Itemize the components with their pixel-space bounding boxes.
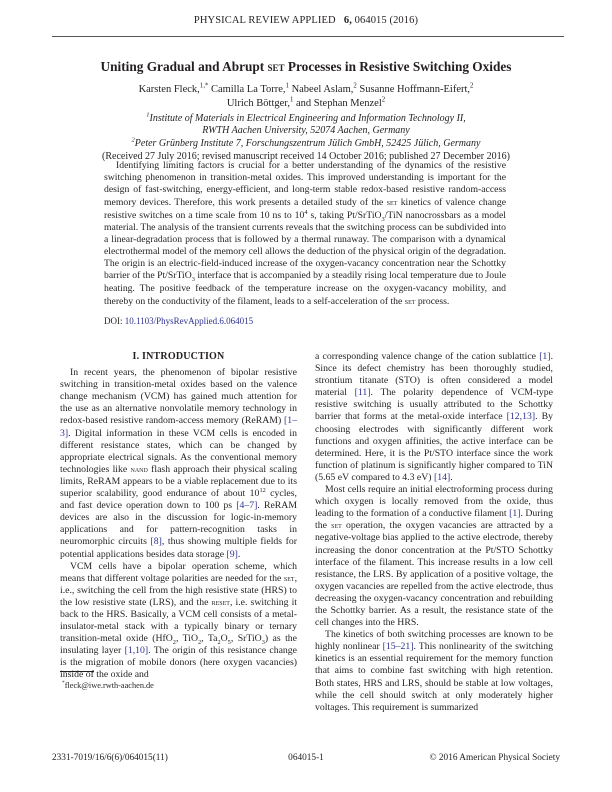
header-rule [52, 36, 564, 37]
text: , thus showing multiple fields for potential applications besides data storage [60, 536, 298, 560]
paragraph-continued [315, 351, 553, 484]
text: flash approach their physical scaling limits, ReRAM appears to be a viable replacement due to its superior scalability, good endurance of about 10 [60, 463, 297, 500]
paragraph [315, 629, 553, 714]
abstract-text: Identifying limiting factors is crucial for a better understanding of the dynamics of the resistive switching phenomenon in transition-metal oxides. This improved understanding is important for the design of fast-switching, energy-efficient, and long-term stable redox-based resistive random-access memory devices. Therefore, this work presents a detailed study of the [104, 160, 506, 209]
paragraph [315, 484, 553, 629]
doi-line [104, 316, 253, 326]
citation-link[interactable]: [9] [226, 548, 238, 560]
text: Most cells require an initial electroforming process during which oxygen is locally removed from the oxide, thus leading to the formation of a conductive filament [315, 484, 553, 520]
subscript: 3 [191, 276, 195, 284]
text: a corresponding valence change of the cation sublattice [315, 351, 540, 362]
affiliation-1 [0, 113, 612, 125]
author: Karsten Fleck, [138, 84, 200, 95]
affil-sup: 2 [131, 136, 135, 144]
section-heading: I. INTRODUCTION [132, 351, 225, 362]
smallcaps: set [386, 197, 398, 208]
author-sup: 1,* [199, 82, 209, 90]
author-sup: 2 [353, 82, 357, 90]
footer-issn: 2331-7019/16/6(6)/064015(11) [52, 753, 168, 763]
citation-link[interactable]: [4–7] [236, 500, 258, 512]
doi-label: DOI: [104, 316, 123, 326]
author: Susanne Hoffmann-Eifert, [359, 84, 471, 95]
affiliations [0, 113, 612, 150]
author-sup: 1 [289, 96, 294, 104]
text: ) as the insulating layer [60, 633, 297, 657]
citation-link[interactable]: [1,10] [124, 645, 149, 657]
doi-link[interactable]: 10.1103/PhysRevApplied.6.064015 [124, 316, 254, 326]
subscript: 2 [217, 639, 221, 647]
text: The kinetics of both switching processes are known to be highly nonlinear [315, 629, 553, 653]
text: VCM cells have a bipolar operation scheme, which means that different voltage polarities are needed for the [60, 560, 297, 584]
text: . During the [315, 508, 553, 532]
affil-line: Peter Grünberg Institute 7, Forschungszentrum Jülich GmbH, 52425 Jülich, Germany [134, 137, 481, 149]
exponent: 4 [304, 208, 308, 216]
citation-link[interactable]: [8] [150, 536, 162, 548]
corresponding-email[interactable]: fleck@iwe.rwth-aachen.de [64, 681, 154, 690]
volume: 6, [343, 15, 352, 26]
citation-link[interactable]: [15–21] [382, 641, 414, 653]
running-head [0, 15, 612, 26]
paper-title [0, 59, 612, 75]
citation-link[interactable]: [11] [354, 387, 371, 399]
citation-link[interactable]: [1–3] [60, 415, 297, 439]
text: . The origin of this resistance change is the migration of mobile donors (here oxygen vacancies) inside of the oxide and [60, 645, 297, 681]
title-smallcaps: set [267, 60, 285, 74]
title-text: Uniting Gradual and Abrupt [100, 59, 268, 74]
text: . Since its defect chemistry has been thoroughly studied, strontium titanate (STO) is often considered a model material [315, 351, 553, 399]
text: , Ta [201, 633, 218, 645]
text: , i.e. switching it back to the HRS. Basically, a VCM cell consists of a metal-insulator-metal stack with a typically binary or ternary transition-metal oxide (HfO [60, 596, 297, 645]
smallcaps: nand [130, 464, 148, 475]
text: . [450, 471, 453, 483]
smallcaps: set [404, 295, 416, 306]
title-text: Processes in Resistive Switching Oxides [284, 59, 512, 74]
smallcaps: set [331, 521, 342, 532]
footnote [62, 681, 154, 690]
text: . The polarity dependence of VCM-type resistive switching is usually attributed to the Schottky barrier that forms at the metal-oxide interface [315, 387, 553, 423]
text: . [237, 548, 241, 560]
footer-page-number: 064015-1 [288, 753, 324, 763]
author-sup: 2 [470, 82, 474, 90]
text: . By choosing electrodes with significantly different work functions and oxygen affinities, the active interface can be determined. Here, it is the Pt/STO interface since the work function of platinum is significantly higher compared to TiN (5.65 eV compared to 4.3 eV) [315, 411, 553, 483]
author: and Stephan Menzel [296, 98, 382, 109]
footnote-rule [60, 671, 94, 672]
author: Nabeel Aslam, [291, 84, 354, 95]
affil-line: Institute of Materials in Electrical Engineering and Information Technology II, [149, 113, 466, 124]
author-list [0, 83, 612, 111]
paragraph [60, 561, 297, 682]
text: cycles, and fast device operation down to 100 ps [60, 488, 297, 512]
text: operation, the oxygen vacancies are attracted by a negative-voltage bias applied to the active electrode, thereby increasing the donor concentration at the Pt/STO Schottky interface of the filament. This increase results in a low cell resistance, the LRS. By application of a positive voltage, the oxygen vacancies are repelled from the active electrode, thus decreasing the oxygen-vacancy concentration and rebuilding the Schottky barrier. As a result, the resistance state of the cell changes into the HRS. [315, 520, 553, 629]
citation-link[interactable]: [1] [509, 508, 521, 520]
citation-link[interactable]: [1] [539, 351, 551, 362]
text: In recent years, the phenomenon of bipolar resistive switching in transition-metal oxides based on the valence change mechanism (VCM) has gained much attention for the use as an alternative nonvolatile memory technology in redox-based resistive random-access memory (ReRAM) [60, 367, 297, 427]
author: Ulrich Böttger, [226, 98, 290, 109]
journal-name: PHYSICAL REVIEW APPLIED [193, 15, 336, 26]
smallcaps: set [283, 573, 295, 584]
affil-sup: 1 [146, 111, 150, 119]
abstract-text: /TiN nanocrossbars as a model material. The analysis of the transient currents reveals that the switching process can be subdivided into a linear-degradation process that is followed by a thermal runaway. The comparison with a dynamical electrothermal model of the memory cell allows the deduction of the physical origin of the degradation. The origin is an electric-field-induced increase of the oxygen-vacancy concentration near the Schottky barrier of the Pt/SrTiO [104, 209, 507, 282]
publication-dates: (Received 27 July 2016; revised manuscript received 14 October 2016; published 27 December 2016) [102, 151, 510, 162]
author-sup: 2 [381, 96, 386, 104]
text: , SrTiO [230, 633, 262, 645]
citation-link[interactable]: [14] [433, 471, 451, 483]
abstract-text: s, taking Pt/SrTiO [307, 209, 382, 221]
text: , i.e., switching the cell from the high resistive state (HRS) to the low resistive state (LRS), and the [60, 572, 297, 608]
citation-link[interactable]: [12,13] [506, 411, 536, 423]
affiliation-1-line2: RWTH Aachen University, 52074 Aachen, Germany [202, 125, 410, 137]
text: O [220, 633, 228, 645]
right-column [315, 351, 553, 714]
smallcaps: reset [211, 597, 230, 608]
footer-copyright: © 2016 American Physical Society [429, 753, 560, 763]
author: Camilla La Torre, [210, 84, 286, 95]
text: , TiO [175, 633, 198, 645]
paragraph [60, 367, 297, 561]
abstract-text: process. [415, 295, 450, 307]
citation: 064015 (2016) [354, 15, 419, 26]
affiliation-2 [0, 138, 612, 150]
author-sup: 1 [285, 82, 289, 90]
subscript: 3 [261, 639, 265, 647]
text: . Digital information in these VCM cells is encoded in different resistance states, which can be changed by appropriate electrical signals. As the conventional memory technologies like [60, 427, 297, 475]
abstract [104, 160, 506, 308]
abstract-text: kinetics of valence change resistive switches on a time scale from 10 ns to 10 [104, 197, 506, 221]
subscript: 3 [381, 215, 385, 223]
subscript: 2 [198, 639, 202, 647]
subscript: 5 [227, 639, 231, 647]
subscript: 2 [172, 639, 176, 647]
text: . ReRAM devices are also in the discussion for logic-in-memory applications and for pattern-recognition tasks in neuromorphic circuits [60, 500, 297, 548]
text: . This nonlinearity of the switching kinetics is an essential requirement for the memory function that aims to combine fast switching with high retention. Both states, HRS and LRS, should be stable at low voltages, while the cell should switch at only moderately higher voltages. This requirement is summarized [315, 641, 554, 713]
left-column [60, 351, 297, 682]
abstract-text: interface that is accompanied by a steadily rising local temperature due to Joule heating. The positive feedback of the temperature increase on the oxygen-vacancy mobility, and thereby on the conductivity of the filament, leads to a self-acceleration of the [104, 270, 506, 307]
exponent: 12 [259, 486, 266, 494]
footnote-mark: * [62, 680, 65, 687]
